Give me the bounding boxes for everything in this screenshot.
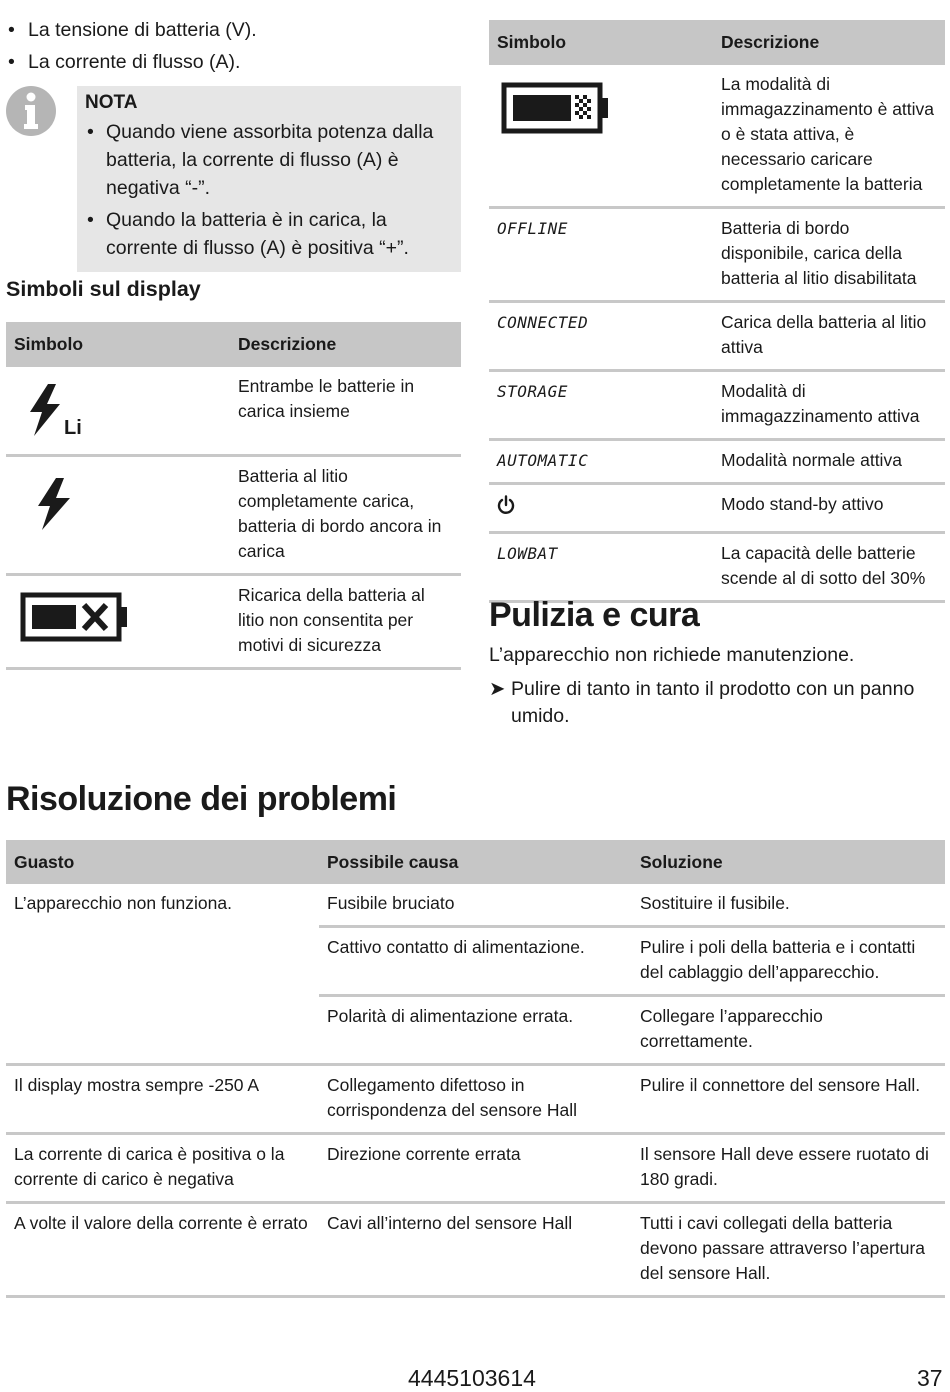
lcd-symbol-offline: OFFLINE [497, 219, 568, 238]
symbol-description: Modo stand-by attivo [713, 484, 945, 533]
fault-cell [6, 927, 319, 996]
bullet-item: • La tensione di batteria (V). [6, 14, 466, 46]
care-step-text: Pulire di tanto in tanto il prodotto con un panno umido. [511, 678, 915, 727]
fault-cell: A volte il valore della corrente è errato [6, 1203, 319, 1297]
table-row [6, 367, 461, 456]
document-number: 4445103614 [408, 1365, 536, 1391]
table-row [6, 927, 945, 996]
table-row [489, 208, 945, 302]
symbol-description: Entrambe le batterie in carica insieme [238, 376, 415, 421]
column-header-description: Descrizione [713, 20, 945, 65]
symbol-description: Modalità normale attiva [713, 440, 945, 484]
table-row [6, 884, 945, 927]
table-row [489, 302, 945, 371]
column-header-solution: Soluzione [632, 840, 945, 884]
info-icon [4, 84, 58, 138]
table-row [6, 456, 461, 575]
table-row [489, 440, 945, 484]
note-item: • Quando la batteria è in carica, la corrente di flusso (A) è positiva “+”. [85, 206, 453, 262]
cause-cell: Collegamento difettoso in corrispondenza del sensore Hall [319, 1065, 632, 1134]
lcd-symbol-lowbat: LOWBAT [497, 544, 558, 563]
column-header-cause: Possibile causa [319, 840, 632, 884]
battery-storage-icon [501, 82, 611, 136]
symbol-description: Ricarica della batteria al litio non consentita per motivi di sicurezza [230, 575, 461, 669]
column-header-symbol: Simbolo [489, 20, 713, 65]
symbol-description: La modalità di immagazzinamento è attiva o è stata attiva, è necessario caricare completamente la batteria [721, 74, 935, 194]
battery-x-icon [20, 592, 130, 644]
care-step [489, 676, 945, 730]
table-row [6, 575, 461, 669]
page-number: 37 [917, 1365, 943, 1391]
fault-cell: L’apparecchio non funziona. [14, 893, 232, 913]
cause-cell: Cattivo contatto di alimentazione. [319, 927, 632, 996]
cause-cell: Fusibile bruciato [327, 893, 455, 913]
table-row [6, 1134, 945, 1203]
symbol-description: Carica della batteria al litio attiva [713, 302, 945, 371]
display-symbols-table-left [6, 322, 461, 670]
column-header-symbol: Simbolo [6, 322, 230, 367]
cause-cell: Direzione corrente errata [319, 1134, 632, 1203]
lcd-symbol-automatic: AUTOMATIC [497, 451, 589, 470]
note-item: • Quando viene assorbita potenza dalla batteria, la corrente di flusso (A) è negativa “-”. [85, 118, 453, 202]
symbol-description: Modalità di immagazzinamento attiva [713, 371, 945, 440]
table-row [6, 1065, 945, 1134]
solution-cell: Tutti i cavi collegati della batteria devono passare attraverso l’apertura del sensore Hall. [632, 1203, 945, 1297]
lightning-icon [34, 476, 82, 532]
note-title: NOTA [85, 92, 138, 113]
symbol-description: La capacità delle batterie scende al di sotto del 30% [713, 533, 945, 602]
table-row [489, 65, 945, 208]
table-row [489, 484, 945, 533]
cause-cell: Cavi all’interno del sensore Hall [319, 1203, 632, 1297]
table-row [489, 371, 945, 440]
svg-text:Li: Li [64, 417, 82, 438]
solution-cell: Il sensore Hall deve essere ruotato di 180 gradi. [632, 1134, 945, 1203]
solution-cell: Sostituire il fusibile. [640, 893, 790, 913]
symbol-description: Batteria di bordo disponibile, carica della batteria al litio disabilitata [713, 208, 945, 302]
troubleshooting-heading: Risoluzione dei problemi [6, 780, 397, 818]
solution-cell: Pulire il connettore del sensore Hall. [632, 1065, 945, 1134]
power-icon [497, 495, 515, 515]
display-symbols-table-right [489, 20, 945, 603]
lightning-li-icon [26, 382, 90, 438]
table-row [489, 533, 945, 602]
note-box [77, 86, 461, 272]
display-symbols-title: Simboli sul display [6, 277, 201, 301]
bullet-item: • La corrente di flusso (A). [6, 46, 466, 78]
care-heading: Pulizia e cura [489, 596, 700, 634]
care-text: L’apparecchio non richiede manutenzione. [489, 644, 855, 666]
intro-bullet-list [6, 14, 466, 78]
solution-cell: Collegare l’apparecchio correttamente. [632, 996, 945, 1065]
fault-cell [6, 996, 319, 1065]
troubleshooting-table [6, 840, 945, 1298]
column-header-fault: Guasto [6, 840, 319, 884]
table-row [6, 996, 945, 1065]
solution-cell: Pulire i poli della batteria e i contatti del cablaggio dell’apparecchio. [632, 927, 945, 996]
column-header-description: Descrizione [230, 322, 461, 367]
fault-cell: Il display mostra sempre -250 A [6, 1065, 319, 1134]
cause-cell: Polarità di alimentazione errata. [319, 996, 632, 1065]
symbol-description: Batteria al litio completamente carica, batteria di bordo ancora in carica [230, 456, 461, 575]
lcd-symbol-connected: CONNECTED [497, 313, 589, 332]
lcd-symbol-storage: STORAGE [497, 382, 568, 401]
fault-cell: La corrente di carica è positiva o la corrente di carico è negativa [6, 1134, 319, 1203]
arrow-right-icon: ➤ [489, 678, 506, 700]
table-row [6, 1203, 945, 1297]
